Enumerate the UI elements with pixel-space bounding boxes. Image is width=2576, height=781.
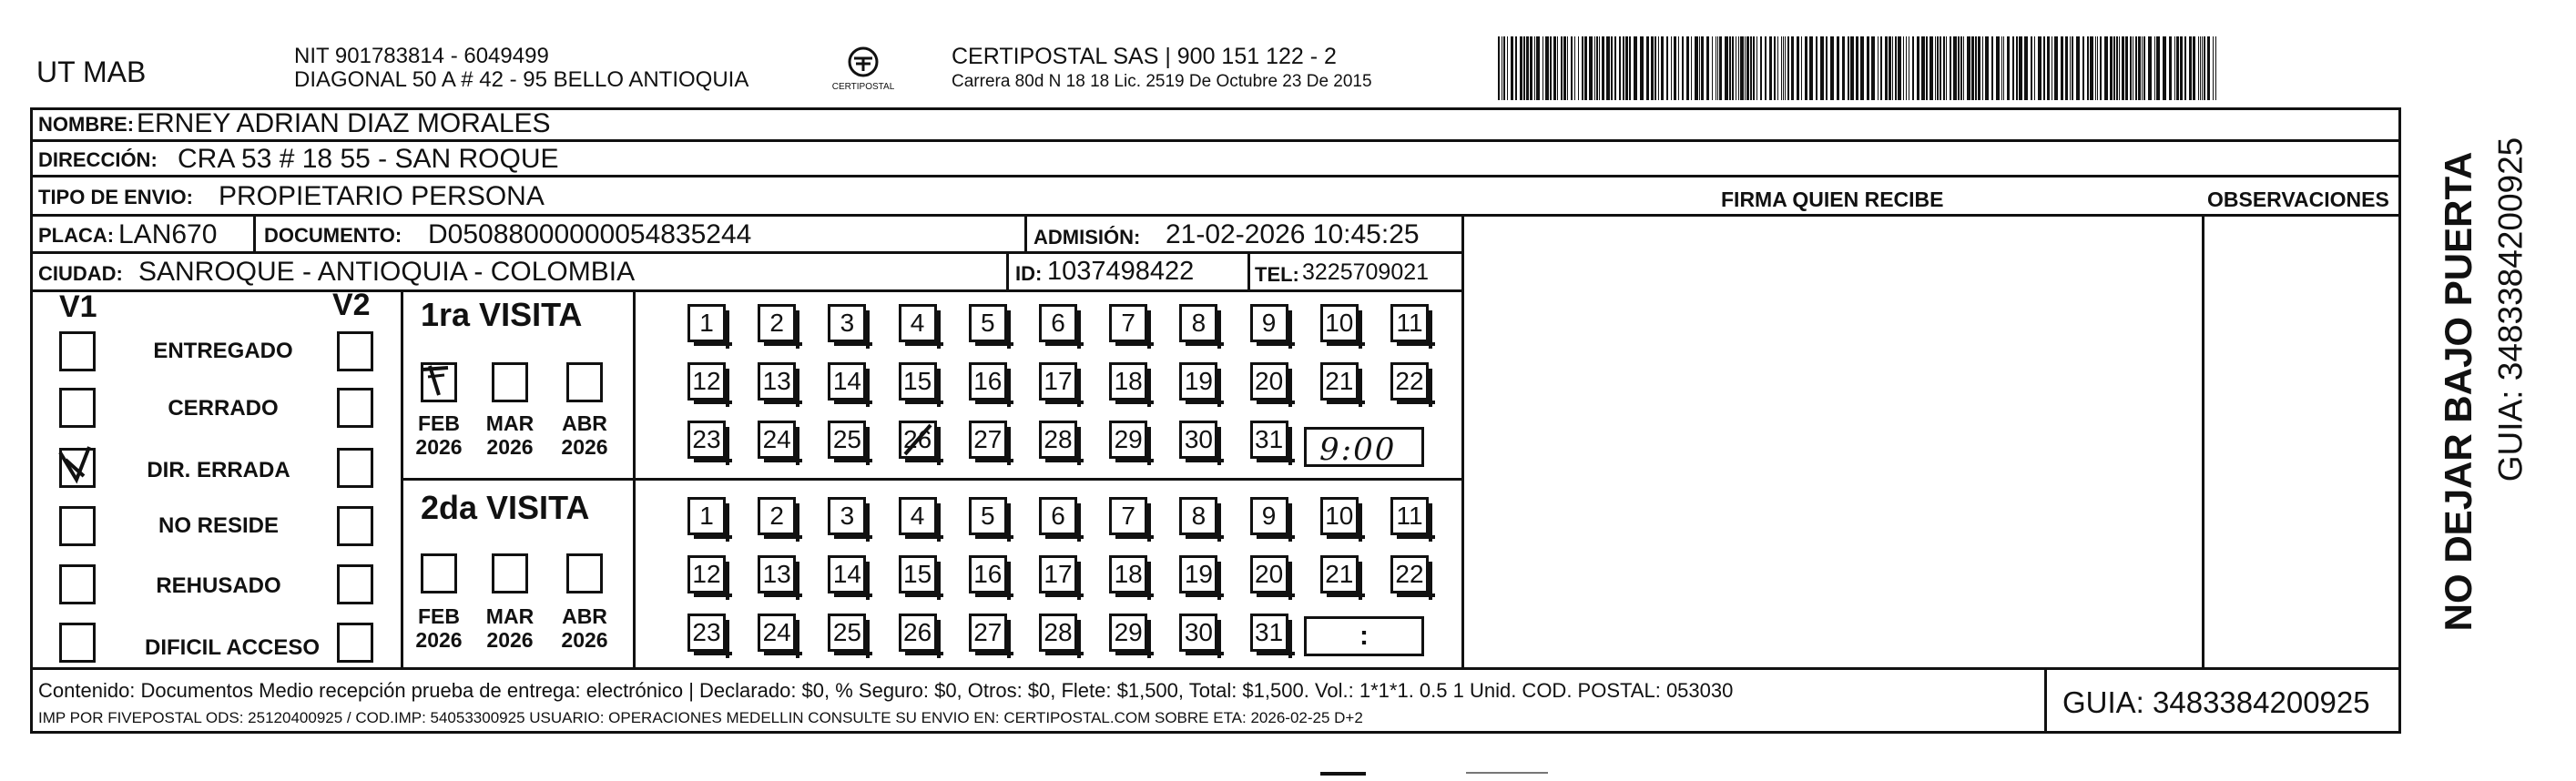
- first-visit-day-19[interactable]: 19: [1179, 362, 1217, 401]
- city: SANROQUE - ANTIOQUIA - COLOMBIA: [138, 257, 636, 287]
- bottom-mark: [1320, 772, 1366, 776]
- first-visit-day-30[interactable]: 30: [1179, 421, 1217, 459]
- second-visit-day-26[interactable]: 26: [899, 614, 937, 652]
- id-label: ID:: [1015, 262, 1043, 285]
- first-visit-day-28[interactable]: 28: [1039, 421, 1077, 459]
- plate: LAN670: [118, 219, 218, 249]
- observations-header: OBSERVACIONES: [2207, 188, 2389, 211]
- first-visit-day-18[interactable]: 18: [1109, 362, 1147, 401]
- v2-checkbox-dir-errada[interactable]: [337, 448, 373, 488]
- option-no-reside: NO RESIDE: [158, 513, 280, 538]
- city-label: CIUDAD:: [38, 262, 123, 285]
- shipment-type: PROPIETARIO PERSONA: [219, 181, 545, 211]
- second-visit-day-30[interactable]: 30: [1179, 614, 1217, 652]
- option-dificil-acceso: DIFICIL ACCESO: [144, 635, 320, 660]
- second-visit-day-24[interactable]: 24: [758, 614, 796, 652]
- first-visit-day-29[interactable]: 29: [1109, 421, 1147, 459]
- second-visit-month-mar-checkbox[interactable]: [492, 553, 528, 593]
- second-visit-day-20[interactable]: 20: [1250, 555, 1288, 593]
- no-dejar-bajo-puerta-warning: NO DEJAR BAJO PUERTA: [2437, 151, 2479, 632]
- tel-number: 3225709021: [1302, 259, 1430, 285]
- first-visit-month-feb-checkbox[interactable]: [421, 362, 457, 402]
- handwritten-check-mark-icon: [56, 443, 98, 491]
- first-visit-day-27[interactable]: 27: [969, 421, 1007, 459]
- shipment-type-label: TIPO DE ENVIO:: [38, 186, 193, 208]
- first-visit-day-3[interactable]: 3: [828, 304, 866, 342]
- second-visit-day-10[interactable]: 10: [1320, 497, 1359, 535]
- recipient-address: CRA 53 # 18 55 - SAN ROQUE: [178, 144, 559, 174]
- first-visit-day-15[interactable]: 15: [899, 362, 937, 401]
- first-visit-day-10[interactable]: 10: [1320, 304, 1359, 342]
- document-number: D05088000000054835244: [428, 219, 752, 249]
- first-visit-day-9[interactable]: 9: [1250, 304, 1288, 342]
- v1-checkbox-dificil-acceso[interactable]: [59, 623, 96, 663]
- v1-checkbox-cerrado[interactable]: [59, 388, 96, 428]
- second-visit-time-box[interactable]: [1304, 616, 1424, 656]
- first-visit-day-20[interactable]: 20: [1250, 362, 1288, 401]
- plate-label: PLACA:: [38, 224, 115, 247]
- first-visit-day-6[interactable]: 6: [1039, 304, 1077, 342]
- second-visit-day-8[interactable]: 8: [1179, 497, 1217, 535]
- v2-checkbox-rehusado[interactable]: [337, 564, 373, 604]
- second-visit-month-abr-checkbox[interactable]: [566, 553, 603, 593]
- first-visit-day-31[interactable]: 31: [1250, 421, 1288, 459]
- carrier-license: Carrera 80d N 18 18 Lic. 2519 De Octubre 23 De 2015: [952, 72, 1372, 91]
- first-visit-day-26[interactable]: 26: [899, 421, 937, 459]
- second-visit-day-22[interactable]: 22: [1390, 555, 1429, 593]
- second-visit-month-mar: MAR 2026: [485, 604, 535, 653]
- bottom-mark: [1466, 772, 1548, 774]
- option-entregado: ENTREGADO: [153, 339, 293, 363]
- id-number: 1037498422: [1047, 257, 1195, 286]
- v2-label: V2: [332, 288, 371, 322]
- second-visit-month-abr: ABR 2026: [561, 604, 608, 653]
- first-visit-day-2[interactable]: 2: [758, 304, 796, 342]
- second-visit-day-12[interactable]: 12: [687, 555, 726, 593]
- footer-guide-number: GUIA: 3483384200925: [2062, 685, 2370, 719]
- first-visit-day-22[interactable]: 22: [1390, 362, 1429, 401]
- v2-checkbox-entregado[interactable]: [337, 331, 373, 371]
- second-visit-title: 2da VISITA: [421, 489, 590, 526]
- second-visit-day-6[interactable]: 6: [1039, 497, 1077, 535]
- first-visit-month-mar-checkbox[interactable]: [492, 362, 528, 402]
- tel-label: TEL:: [1255, 263, 1299, 286]
- first-visit-month-abr-checkbox[interactable]: [566, 362, 603, 402]
- second-visit-day-28[interactable]: 28: [1039, 614, 1077, 652]
- v1-checkbox-no-reside[interactable]: [59, 506, 96, 546]
- option-cerrado: CERRADO: [168, 396, 279, 421]
- second-visit-day-3[interactable]: 3: [828, 497, 866, 535]
- second-visit-day-2[interactable]: 2: [758, 497, 796, 535]
- admission-date: 21-02-2026 10:45:25: [1166, 219, 1420, 249]
- v1-checkbox-entregado[interactable]: [59, 331, 96, 371]
- company-name: UT MAB: [36, 56, 147, 88]
- v2-checkbox-no-reside[interactable]: [337, 506, 373, 546]
- certipostal-logo: [829, 44, 898, 98]
- option-rehusado: REHUSADO: [156, 573, 281, 598]
- first-visit-time: 9:00: [1319, 431, 1397, 468]
- second-visit-month-feb-checkbox[interactable]: [421, 553, 457, 593]
- first-visit-day-12[interactable]: 12: [687, 362, 726, 401]
- first-visit-day-24[interactable]: 24: [758, 421, 796, 459]
- second-visit-day-7[interactable]: 7: [1109, 497, 1147, 535]
- v1-checkbox-dir-errada[interactable]: [59, 448, 96, 488]
- second-visit-day-9[interactable]: 9: [1250, 497, 1288, 535]
- footer-print-info: IMP POR FIVEPOSTAL ODS: 25120400925 / COD.IMP: 54053300925 USUARIO: OPERACIONES MEDELLIN CONSULTE SU ENVIO EN: CERTIPOSTAL.COM SOBRE ETA: 2026-02-25 D+2: [38, 709, 1363, 726]
- first-visit-day-21[interactable]: 21: [1320, 362, 1359, 401]
- v2-checkbox-cerrado[interactable]: [337, 388, 373, 428]
- name-label: NOMBRE:: [38, 113, 135, 136]
- first-visit-day-17[interactable]: 17: [1039, 362, 1077, 401]
- second-visit-time: :: [1359, 621, 1369, 651]
- second-visit-day-16[interactable]: 16: [969, 555, 1007, 593]
- second-visit-day-21[interactable]: 21: [1320, 555, 1359, 593]
- second-visit-day-27[interactable]: 27: [969, 614, 1007, 652]
- second-visit-day-25[interactable]: 25: [828, 614, 866, 652]
- second-visit-day-31[interactable]: 31: [1250, 614, 1288, 652]
- first-visit-time-box[interactable]: [1304, 427, 1424, 467]
- first-visit-month-mar: MAR 2026: [485, 411, 535, 460]
- first-visit-day-4[interactable]: 4: [899, 304, 937, 342]
- first-visit-month-abr: ABR 2026: [561, 411, 608, 460]
- first-visit-day-7[interactable]: 7: [1109, 304, 1147, 342]
- second-visit-day-18[interactable]: 18: [1109, 555, 1147, 593]
- second-visit-day-15[interactable]: 15: [899, 555, 937, 593]
- company-nit: NIT 901783814 - 6049499: [294, 44, 549, 68]
- first-visit-day-11[interactable]: 11: [1390, 304, 1429, 342]
- first-visit-day-23[interactable]: 23: [687, 421, 726, 459]
- address-label: DIRECCIÓN:: [38, 148, 158, 171]
- barcode: [1498, 36, 2217, 100]
- logo-text: CERTIPOSTAL: [831, 82, 895, 92]
- signature-header: FIRMA QUIEN RECIBE: [1721, 188, 1944, 211]
- recipient-name: ERNEY ADRIAN DIAZ MORALES: [137, 108, 551, 138]
- company-address: DIAGONAL 50 A # 42 - 95 BELLO ANTIOQUIA: [294, 67, 749, 92]
- handwritten-strike-icon: [898, 420, 940, 462]
- first-visit-title: 1ra VISITA: [421, 296, 583, 333]
- first-visit-month-feb: FEB 2026: [415, 411, 463, 460]
- first-visit-day-14[interactable]: 14: [828, 362, 866, 401]
- second-visit-day-23[interactable]: 23: [687, 614, 726, 652]
- v1-label: V1: [59, 289, 97, 324]
- document-label: DOCUMENTO:: [264, 224, 402, 247]
- handwritten-mark-icon: [421, 362, 457, 399]
- first-visit-day-1[interactable]: 1: [687, 304, 726, 342]
- footer-contents: Contenido: Documentos Medio recepción prueba de entrega: electrónico | Declarado: $0, % Seguro: $0, Otros: $0, Flete: $1,500, Total: $1,500. Vol.: 1*1*1. 0.5 1 Unid. COD. POSTAL: 053030: [38, 679, 1734, 702]
- first-visit-day-25[interactable]: 25: [828, 421, 866, 459]
- first-visit-day-5[interactable]: 5: [969, 304, 1007, 342]
- second-visit-day-4[interactable]: 4: [899, 497, 937, 535]
- first-visit-day-16[interactable]: 16: [969, 362, 1007, 401]
- second-visit-day-5[interactable]: 5: [969, 497, 1007, 535]
- v2-checkbox-dificil-acceso[interactable]: [337, 623, 373, 663]
- second-visit-day-11[interactable]: 11: [1390, 497, 1429, 535]
- first-visit-day-13[interactable]: 13: [758, 362, 796, 401]
- second-visit-day-1[interactable]: 1: [687, 497, 726, 535]
- second-visit-day-19[interactable]: 19: [1179, 555, 1217, 593]
- second-visit-day-17[interactable]: 17: [1039, 555, 1077, 593]
- second-visit-day-14[interactable]: 14: [828, 555, 866, 593]
- v1-checkbox-rehusado[interactable]: [59, 564, 96, 604]
- carrier-name: CERTIPOSTAL SAS | 900 151 122 - 2: [952, 44, 1337, 69]
- second-visit-month-feb: FEB 2026: [415, 604, 463, 653]
- second-visit-day-13[interactable]: 13: [758, 555, 796, 593]
- first-visit-day-8[interactable]: 8: [1179, 304, 1217, 342]
- side-guide-number: GUIA: 3483384200925: [2491, 137, 2530, 482]
- second-visit-day-29[interactable]: 29: [1109, 614, 1147, 652]
- admission-label: ADMISIÓN:: [1033, 226, 1141, 248]
- option-dir-errada: DIR. ERRADA: [147, 458, 290, 482]
